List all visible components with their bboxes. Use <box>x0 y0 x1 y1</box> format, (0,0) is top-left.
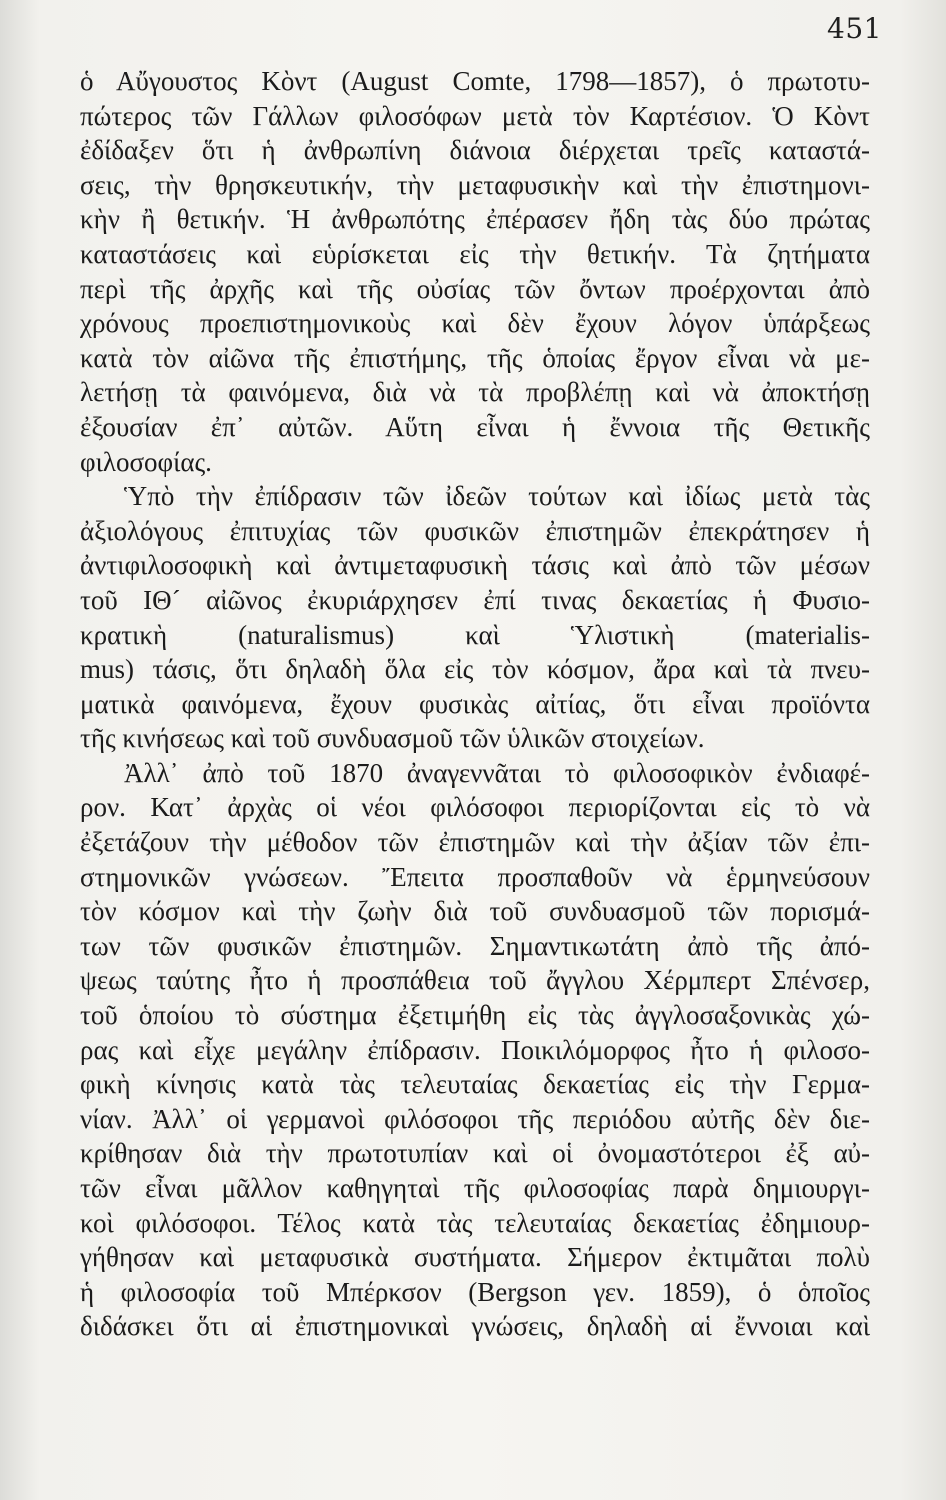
text-line: ἐδίδαξεν ὅτι ἡ ἀνθρωπίνη διάνοια διέρχεται τρεῖς καταστά- <box>80 135 870 166</box>
text-line: ἀξιολόγους ἐπιτυχίας τῶν φυσικῶν ἐπιστημῶν ἐπεκράτησεν ἡ <box>80 515 870 546</box>
text-line: ὁ Αὔγουστος Κὸντ (August Comte, 1798—1857), ὁ πρωτοτυ- <box>80 66 870 96</box>
text-line: γήθησαν καὶ μεταφυσικὰ συστήματα. Σήμερον ἐκτιμᾶται πολὺ <box>80 1242 870 1273</box>
text-line: χρόνους προεπιστημονικοὺς καὶ δὲν ἔχουν λόγον ὑπάρξεως <box>80 308 870 339</box>
text-line: φικὴ κίνησις κατὰ τὰς τελευταίας δεκαετίας εἰς τὴν Γερμα- <box>80 1069 870 1100</box>
text-line: τὸν κόσμον καὶ τὴν ζωὴν διὰ τοῦ συνδυασμοῦ τῶν πορισμά- <box>80 896 870 927</box>
text-line: καταστάσεις καὶ εὑρίσκεται εἰς τὴν θετικήν. Τὰ ζητήματα <box>80 238 870 269</box>
text-line: νίαν. Ἀλλ᾿ οἱ γερμανοὶ φιλόσοφοι τῆς περιόδου αὐτῆς δὲν διε- <box>80 1103 870 1134</box>
text-line: ἐξετάζουν τὴν μέθοδον τῶν ἐπιστημῶν καὶ τὴν ἀξίαν τῶν ἐπι- <box>80 827 870 858</box>
text-line: mus) τάσις, ὅτι δηλαδὴ ὅλα εἰς τὸν κόσμον, ἄρα καὶ τὰ πνευ- <box>80 654 870 685</box>
text-line: κρίθησαν διὰ τὴν πρωτοτυπίαν καὶ οἱ ὀνομαστότεροι ἐξ αὐ- <box>80 1138 870 1169</box>
text-line: σεις, τὴν θρησκευτικήν, τὴν μεταφυσικὴν καὶ τὴν ἐπιστημονι- <box>80 169 870 200</box>
text-line: λετήσῃ τὰ φαινόμενα, διὰ νὰ τὰ προβλέπῃ καὶ νὰ ἀποκτήσῃ <box>80 377 870 408</box>
text-line: διδάσκει ὅτι αἱ ἐπιστημονικαὶ γνώσεις, δηλαδὴ αἱ ἔννοιαι καὶ <box>80 1311 870 1342</box>
text-line: ματικὰ φαινόμενα, ἔχουν φυσικὰς αἰτίας, ὅτι εἶναι προϊόντα <box>80 688 870 719</box>
text-line: στημονικῶν γνώσεων. Ἔπειτα προσπαθοῦν νὰ ἑρμηνεύσουν <box>80 861 870 892</box>
text-line: τοῦ ΙΘ´ αἰῶνος ἐκυριάρχησεν ἐπί τινας δεκαετίας ἡ Φυσιο- <box>80 584 870 615</box>
text-line: ρας καὶ εἶχε μεγάλην ἐπίδρασιν. Ποικιλόμορφος ἦτο ἡ φιλοσο- <box>80 1034 870 1065</box>
page-number: 451 <box>827 12 882 45</box>
text-line: Ὑπὸ τὴν ἐπίδρασιν τῶν ἰδεῶν τούτων καὶ ἰδίως μετὰ τὰς <box>124 481 870 512</box>
text-line: Ἀλλ᾿ ἀπὸ τοῦ 1870 ἀναγεννᾶται τὸ φιλοσοφικὸν ἐνδιαφέ- <box>124 757 870 788</box>
text-line: φιλοσοφίας. <box>80 446 212 477</box>
text-line: τῶν εἶναι μᾶλλον καθηγηταὶ τῆς φιλοσοφίας παρὰ δημιουργι- <box>80 1173 870 1203</box>
text-line: κὴν ἢ θετικήν. Ἡ ἀνθρωπότης ἐπέρασεν ἤδη τὰς δύο πρώτας <box>80 204 870 235</box>
text-line: ἐξουσίαν ἐπ᾿ αὐτῶν. Αὕτη εἶναι ἡ ἔννοια τῆς Θετικῆς <box>80 411 870 442</box>
text-line: περὶ τῆς ἀρχῆς καὶ τῆς οὐσίας τῶν ὄντων προέρχονται ἀπὸ <box>80 273 870 304</box>
text-line: κρατικὴ (naturalismus) καὶ Ὑλιστικὴ (materialis- <box>80 619 870 650</box>
text-line: ψεως ταύτης ἦτο ἡ προσπάθεια τοῦ ἄγγλου Χέρμπερτ Σπένσερ, <box>80 965 870 996</box>
text-line: κατὰ τὸν αἰῶνα τῆς ἐπιστήμης, τῆς ὁποίας ἔργον εἶναι νὰ με- <box>80 342 870 373</box>
text-line: τῆς κινήσεως καὶ τοῦ συνδυασμοῦ τῶν ὑλικῶν στοιχείων. <box>80 723 705 754</box>
text-line: πώτερος τῶν Γάλλων φιλοσόφων μετὰ τὸν Καρτέσιον. Ὁ Κὸντ <box>80 100 870 131</box>
body-text <box>80 64 870 1344</box>
text-line: ἀντιφιλοσοφικὴ καὶ ἀντιμεταφυσικὴ τάσις καὶ ἀπὸ τῶν μέσων <box>80 550 870 581</box>
text-line: ἡ φιλοσοφία τοῦ Μπέρκσον (Bergson γεν. 1859), ὁ ὁποῖος <box>80 1276 870 1307</box>
text-line: ρον. Κατ᾿ ἀρχὰς οἱ νέοι φιλόσοφοι περιορίζονται εἰς τὸ νὰ <box>80 792 870 823</box>
text-line: τοῦ ὁποίου τὸ σύστημα ἐξετιμήθη εἰς τὰς ἀγγλοσαξονικὰς χώ- <box>80 1000 870 1031</box>
text-line: των τῶν φυσικῶν ἐπιστημῶν. Σημαντικωτάτη ἀπὸ τῆς ἀπό- <box>80 930 870 961</box>
text-line: κοὶ φιλόσοφοι. Τέλος κατὰ τὰς τελευταίας δεκαετίας ἐδημιουρ- <box>80 1207 870 1238</box>
